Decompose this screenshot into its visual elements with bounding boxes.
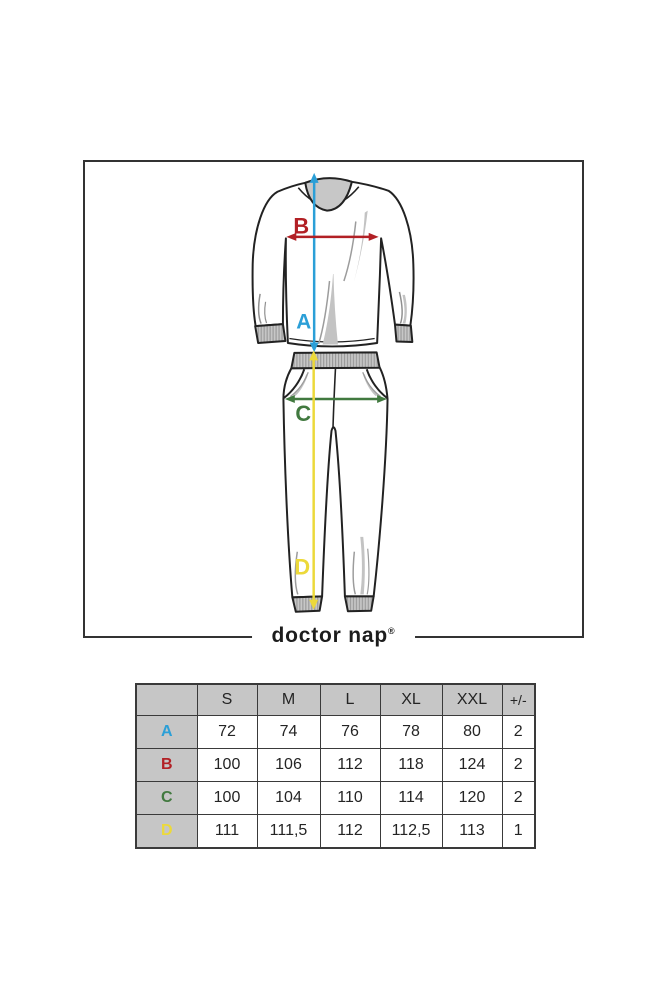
registered-mark-icon: ®: [388, 626, 396, 636]
column-header-m: M: [257, 684, 320, 716]
cell-c-tolerance: 2: [502, 782, 535, 815]
diagram-box: [83, 160, 584, 647]
waistband: [291, 352, 379, 368]
column-header-xl: XL: [380, 684, 442, 716]
measure-label-c: C: [295, 400, 312, 426]
cell-c-xxl: 120: [442, 782, 502, 815]
pajama-diagram: [85, 162, 582, 636]
cell-c-l: 110: [320, 782, 380, 815]
table-row-a: [136, 716, 535, 749]
measure-label-a: A: [296, 310, 312, 334]
cell-d-m: 111,5: [257, 815, 320, 849]
cell-b-s: 100: [197, 749, 257, 782]
column-header-tolerance: +/-: [502, 684, 535, 716]
sleeve-cuff-right: [395, 325, 412, 342]
sleeve-cuff-left: [255, 324, 285, 343]
row-label-b: B: [136, 749, 197, 782]
measure-label-d: D: [294, 554, 311, 580]
cell-b-tolerance: 2: [502, 749, 535, 782]
cell-b-l: 112: [320, 749, 380, 782]
pant-cuff-left: [292, 596, 322, 611]
cell-b-xxl: 124: [442, 749, 502, 782]
cell-c-s: 100: [197, 782, 257, 815]
brand-logo: [252, 624, 416, 648]
table-corner-cell: [136, 684, 197, 716]
arrowhead-up-icon: [310, 173, 319, 183]
pajama-top: [253, 178, 414, 346]
cell-a-xl: 78: [380, 716, 442, 749]
cell-d-s: 111: [197, 815, 257, 849]
table-row-c: [136, 782, 535, 815]
column-header-l: L: [320, 684, 380, 716]
brand-logo-text: doctor nap: [271, 624, 389, 647]
cell-d-l: 112: [320, 815, 380, 849]
column-header-s: S: [197, 684, 257, 716]
row-label-c: C: [136, 782, 197, 815]
row-label-d: D: [136, 815, 197, 849]
column-header-xxl: XXL: [442, 684, 502, 716]
measure-label-b: B: [293, 213, 310, 239]
cell-d-xl: 112,5: [380, 815, 442, 849]
cell-d-xxl: 113: [442, 815, 502, 849]
cell-d-tolerance: 1: [502, 815, 535, 849]
arrowhead-down-icon: [310, 342, 319, 352]
size-table: [135, 683, 536, 849]
size-table-header-row: [136, 684, 535, 716]
cell-a-s: 72: [197, 716, 257, 749]
cell-c-m: 104: [257, 782, 320, 815]
cell-a-m: 74: [257, 716, 320, 749]
table-row-d: [136, 815, 535, 849]
cell-b-xl: 118: [380, 749, 442, 782]
cell-a-xxl: 80: [442, 716, 502, 749]
table-row-b: [136, 749, 535, 782]
cell-a-l: 76: [320, 716, 380, 749]
pant-cuff-right: [345, 596, 374, 611]
cell-b-m: 106: [257, 749, 320, 782]
row-label-a: A: [136, 716, 197, 749]
cell-c-xl: 114: [380, 782, 442, 815]
cell-a-tolerance: 2: [502, 716, 535, 749]
